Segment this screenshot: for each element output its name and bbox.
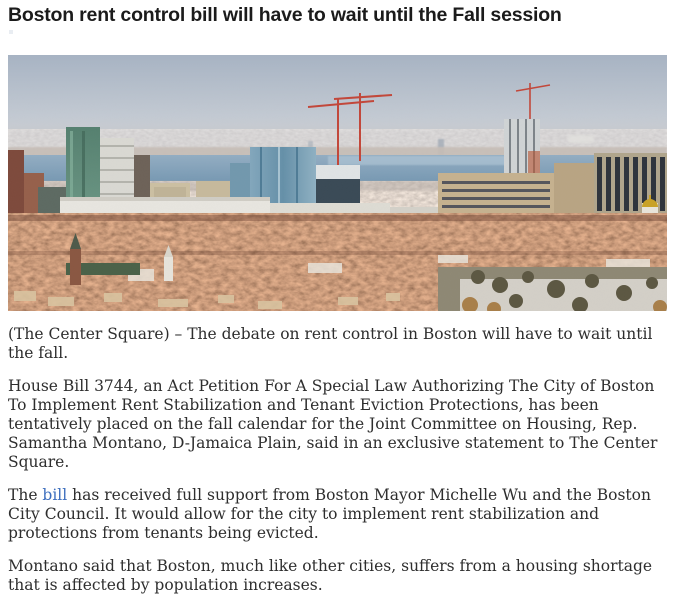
article-body: [8, 325, 667, 595]
paragraph-support-after-link: has received full support from Boston Mayor Michelle Wu and the Boston City Council. It would allow for the city to implement rent stabilization and protections from tenants being evicted.: [8, 486, 651, 542]
paragraph-support: [8, 486, 667, 543]
paragraph-bill-details: House Bill 3744, an Act Petition For A Special Law Authorizing The City of Boston To Implement Rent Stabilization and Tenant Eviction Protections, has been tentatively placed on the fall calendar for the Joint Committee on Housing, Rep. Samantha Montano, D-Jamaica Plain, said in an exclusive statement to The Center Square.: [8, 377, 658, 471]
bill-link[interactable]: bill: [42, 486, 68, 504]
hero-image: [8, 55, 667, 311]
paragraph-lede: (The Center Square) – The debate on rent control in Boston will have to wait until the fall.: [8, 325, 653, 362]
article-headline: Boston rent control bill will have to wait until the Fall session: [8, 4, 562, 26]
paragraph-support-before-link: The: [8, 486, 43, 504]
decorative-speck: [9, 30, 13, 34]
boston-skyline-photo: [8, 55, 667, 311]
paragraph-housing-shortage: Montano said that Boston, much like other cities, suffers from a housing shortage that is affected by population increases.: [8, 557, 653, 594]
